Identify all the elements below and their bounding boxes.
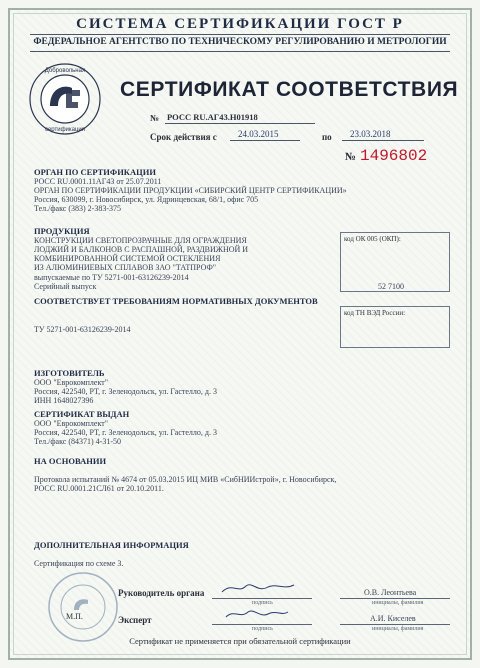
logo-bottom-text: сертификация: [44, 127, 86, 133]
issued-to-line: Россия, 422540, РТ, г. Зеленодольск, ул. Гастелло, д. 3: [34, 428, 217, 437]
reg-number: РОСС RU.АГ43.Н01918: [167, 112, 258, 122]
okp-value: 52 7100: [378, 282, 404, 291]
mp-label: М.П.: [66, 612, 83, 621]
product-heading: ПРОДУКЦИЯ: [34, 226, 90, 236]
certificate-title: СЕРТИФИКАТ СООТВЕТСТВИЯ: [120, 78, 459, 101]
cert-body-heading: ОРГАН ПО СЕРТИФИКАЦИИ: [34, 167, 156, 177]
issued-to-heading: СЕРТИФИКАТ ВЫДАН: [34, 409, 130, 419]
product-line: Серийный выпуск: [34, 282, 97, 291]
seal-stamp-icon: [46, 570, 120, 644]
system-title: СИСТЕМА СЕРТИФИКАЦИИ ГОСТ Р: [76, 16, 404, 32]
expert-name: А.И. Киселев: [370, 614, 416, 623]
basis-heading: НА ОСНОВАНИИ: [34, 456, 107, 466]
manufacturer-line: ИНН 1648027396: [34, 396, 94, 405]
cert-body-line: РОСС RU.0001.11АГ43 от 25.07.2011: [34, 177, 162, 186]
sign-caption: подпись: [252, 600, 273, 606]
header-rule-top: [30, 34, 450, 35]
validity-label: Срок действия с: [150, 132, 217, 142]
product-line: выпускаемые по ТУ 5271-001-63126239-2014: [34, 273, 189, 282]
form-number: 1496802: [360, 147, 428, 165]
name-caption: инициалы, фамилия: [372, 600, 424, 606]
additional-line: Сертификация по схеме 3.: [34, 559, 124, 568]
head-label: Руководитель органа: [118, 588, 205, 598]
product-line: ЛОДЖИЙ И БАЛКОНОВ С РАСПАШНОЙ, РАЗДВИЖНОЙ И: [34, 245, 249, 254]
issued-to-line: ООО "Еврокомплект": [34, 419, 109, 428]
form-no-label: №: [345, 151, 357, 163]
head-signature-icon: [218, 580, 298, 596]
conformity-doc: ТУ 5271-001-63126239-2014: [34, 325, 131, 334]
basis-line: Протокола испытаний № 4674 от 05.03.2015 ИЦ МИВ «СибНИИстрой», г. Новосибирск,: [34, 475, 337, 484]
cert-body-line: Тел./факс (383) 2-383-375: [34, 204, 121, 213]
product-line: КОМБИНИРОВАННОЙ СИСТЕМОЙ ОСТЕКЛЕНИЯ: [34, 254, 221, 263]
product-line: ИЗ АЛЮМИНИЕВЫХ СПЛАВОВ ЗАО "ТАТПРОФ": [34, 263, 217, 272]
agency-name: ФЕДЕРАЛЬНОЕ АГЕНТСТВО ПО ТЕХНИЧЕСКОМУ РЕГУЛИРОВАНИЮ И МЕТРОЛОГИИ: [33, 37, 447, 47]
name-caption: инициалы, фамилия: [372, 626, 424, 632]
logo-top-text: Добровольная: [44, 68, 86, 74]
footer-note: Сертификат не применяется при обязательной сертификации: [129, 636, 351, 646]
manufacturer-line: Россия, 422540, РТ, г. Зеленодольск, ул. Гастелло, д. 3: [34, 387, 217, 396]
okp-label: код ОК 005 (ОКП):: [344, 235, 401, 243]
conformity-heading: СООТВЕТСТВУЕТ ТРЕБОВАНИЯМ НОРМАТИВНЫХ ДОКУМЕНТОВ: [34, 296, 318, 306]
date-to: 23.03.2018: [350, 129, 391, 139]
manufacturer-line: ООО "Еврокомплект": [34, 378, 109, 387]
basis-line: РОСС RU.0001.21СЛ61 от 20.10.2011.: [34, 484, 164, 493]
manufacturer-heading: ИЗГОТОВИТЕЛЬ: [34, 368, 105, 378]
to-label: по: [322, 132, 332, 142]
expert-signature-icon: [222, 606, 292, 622]
cert-body-line: Россия, 630099, г. Новосибирск, ул. Ядринцевская, 68/1, офис 705: [34, 195, 259, 204]
expert-label: Эксперт: [118, 615, 152, 625]
header-rule-bottom: [30, 51, 450, 52]
product-line: КОНСТРУКЦИИ СВЕТОПРОЗРАЧНЫЕ ДЛЯ ОГРАЖДЕНИЯ: [34, 236, 247, 245]
date-from: 24.03.2015: [238, 129, 279, 139]
issued-to-line: Тел./факс (84371) 4-31-50: [34, 437, 121, 446]
cert-body-line: ОРГАН ПО СЕРТИФИКАЦИИ ПРОДУКЦИИ «СИБИРСКИЙ ЦЕНТР СЕРТИФИКАЦИИ»: [34, 186, 347, 195]
sign-caption: подпись: [252, 626, 273, 632]
head-name: О.В. Леонтьева: [364, 588, 417, 597]
additional-heading: ДОПОЛНИТЕЛЬНАЯ ИНФОРМАЦИЯ: [34, 540, 189, 550]
tnved-label: код ТН ВЭД России:: [344, 309, 406, 317]
rst-logo-icon: [28, 62, 102, 136]
reg-no-label: №: [150, 113, 160, 123]
